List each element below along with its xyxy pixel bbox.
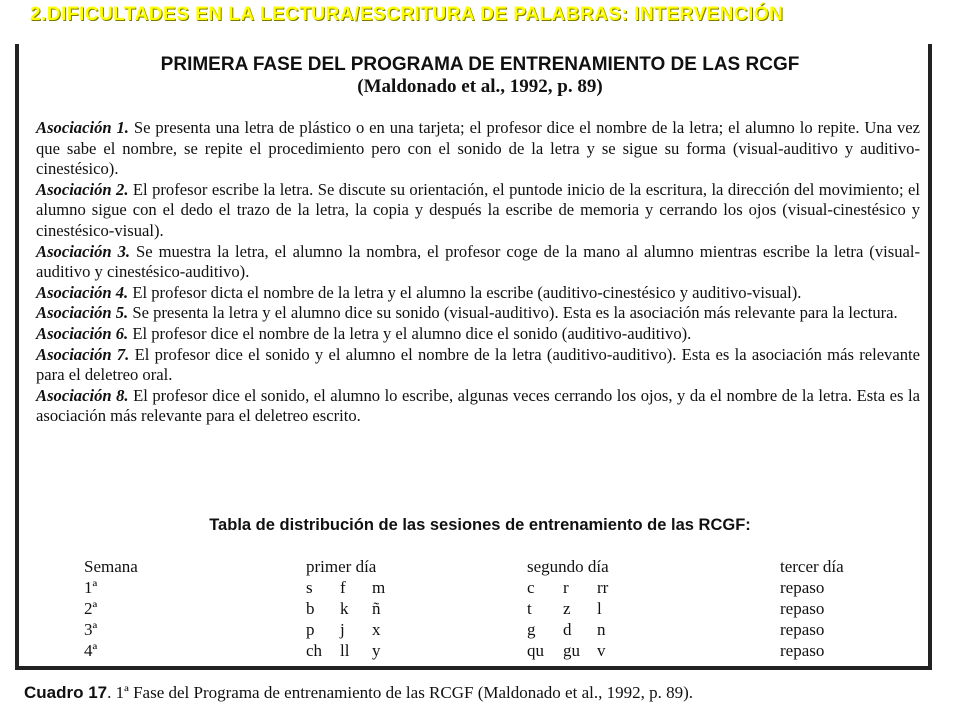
table-cell-tercer-dia: repaso (780, 641, 825, 660)
association-label: Asociación 8. (36, 385, 129, 405)
association-item (36, 242, 920, 283)
association-text: El profesor dicta el nombre de la letra y el alumno la escribe (auditivo-cinestésico y auditivo-visual). (128, 282, 802, 302)
table-cell-semana: 2ª (84, 599, 98, 618)
association-label: Asociación 2. (36, 179, 129, 199)
association-text: El profesor dice el sonido, el alumno lo escribe, algunas veces cerrando los ojos, y da el nombre de la letra. Esta es la asociación más relevante para el deletreo escrito. (36, 385, 920, 426)
association-text: Se presenta una letra de plástico o en una tarjeta; el profesor dice el nombre de la letra; el alumno lo repite. Una vez que sabe el nombre, se repite el procedimiento pero con el sonido de la letra y se sigue su forma (visual-auditivo y auditivo-cinestésico). (36, 118, 920, 179)
letter: k (340, 599, 349, 618)
table-header: primer día (306, 557, 377, 576)
caption-text: . 1ª Fase del Programa de entrenamiento de las RCGF (Maldonado et al., 1992, p. 89). (107, 683, 694, 702)
column-tercer-dia (780, 556, 844, 661)
table-cell-primer-dia (306, 577, 385, 598)
table-cell-tercer-dia: repaso (780, 620, 825, 639)
table-cell-segundo-dia (527, 598, 609, 619)
table-header: segundo día (527, 557, 609, 576)
association-list (36, 118, 920, 427)
letter: m (372, 578, 386, 597)
table-cell-segundo-dia (527, 640, 609, 661)
table-header: tercer día (780, 557, 844, 576)
letter: j (340, 620, 345, 639)
association-label: Asociación 7. (36, 344, 130, 364)
letter: ch (306, 641, 323, 660)
caption-label: Cuadro 17 (24, 683, 108, 702)
letter: v (597, 641, 606, 660)
letter: d (563, 620, 572, 639)
association-text: El profesor dice el sonido y el alumno el nombre de la letra (auditivo-auditivo). Esta es la asociación más relevante para el deletreo oral. (36, 344, 920, 385)
association-item (36, 386, 920, 427)
association-item (36, 283, 920, 304)
letter: rr (597, 578, 609, 597)
document-subheading: (Maldonado et al., 1992, p. 89) (357, 76, 603, 97)
letter: n (597, 620, 606, 639)
column-primer-dia (306, 556, 385, 661)
association-label: Asociación 4. (36, 282, 129, 302)
letter: y (372, 641, 381, 660)
column-semana (84, 556, 138, 661)
table-cell-semana: 3ª (84, 620, 98, 639)
letter: l (597, 599, 602, 618)
association-item (36, 324, 920, 345)
association-label: Asociación 6. (36, 323, 129, 343)
letter: g (527, 620, 536, 639)
letter: ñ (372, 599, 381, 618)
association-item (36, 303, 920, 324)
association-label: Asociación 1. (36, 118, 129, 137)
letter: b (306, 599, 315, 618)
table-cell-segundo-dia (527, 619, 609, 640)
letter: p (306, 620, 315, 639)
table-cell-semana: 1ª (84, 578, 98, 597)
table-cell-primer-dia (306, 598, 385, 619)
table-cell-primer-dia (306, 619, 385, 640)
letter: ll (340, 641, 350, 660)
table-cell-segundo-dia (527, 577, 609, 598)
letter: f (340, 578, 346, 597)
letter: t (527, 599, 532, 618)
letter: z (563, 599, 571, 618)
figure-caption (24, 683, 693, 703)
association-label: Asociación 5. (36, 303, 129, 323)
letter: c (527, 578, 535, 597)
table-cell-primer-dia (306, 640, 385, 661)
table-title: Tabla de distribución de las sesiones de entrenamiento de las RCGF: (209, 516, 751, 534)
letter: x (372, 620, 381, 639)
table-header: Semana (84, 557, 138, 576)
slide-title: 2.DIFICULTADES EN LA LECTURA/ESCRITURA DE PALABRAS: INTERVENCIÓN (30, 4, 784, 25)
column-segundo-dia (527, 556, 609, 661)
letter: qu (527, 641, 544, 660)
association-text: Se presenta la letra y el alumno dice su sonido (visual-auditivo). Esta es la asociación más relevante para la lectura. (128, 303, 898, 323)
letter: s (306, 578, 313, 597)
table-cell-tercer-dia: repaso (780, 578, 825, 597)
association-item (36, 180, 920, 242)
association-text: Se muestra la letra, el alumno la nombra, el profesor coge de la mano al alumno mientras escribe la letra (visual-auditivo y cinestésico-auditivo). (36, 241, 920, 282)
table-cell-semana: 4ª (84, 641, 98, 660)
association-text: El profesor escribe la letra. Se discute su orientación, el puntode inicio de la escritura, la dirección del movimiento; el alumno sigue con el dedo el trazo de la letra, la copia y después la escribe de memoria y cerrando los ojos (visual-cinestésico y cinestésico-visual). (36, 179, 920, 240)
association-item (36, 345, 920, 386)
association-label: Asociación 3. (36, 241, 131, 261)
table-cell-tercer-dia: repaso (780, 599, 825, 618)
letter: r (563, 578, 569, 597)
letter: gu (563, 641, 580, 660)
document-heading: PRIMERA FASE DEL PROGRAMA DE ENTRENAMIENTO DE LAS RCGF (160, 54, 800, 75)
association-text: El profesor dice el nombre de la letra y el alumno dice el sonido (auditivo-auditivo). (128, 323, 692, 343)
association-item (36, 118, 920, 180)
